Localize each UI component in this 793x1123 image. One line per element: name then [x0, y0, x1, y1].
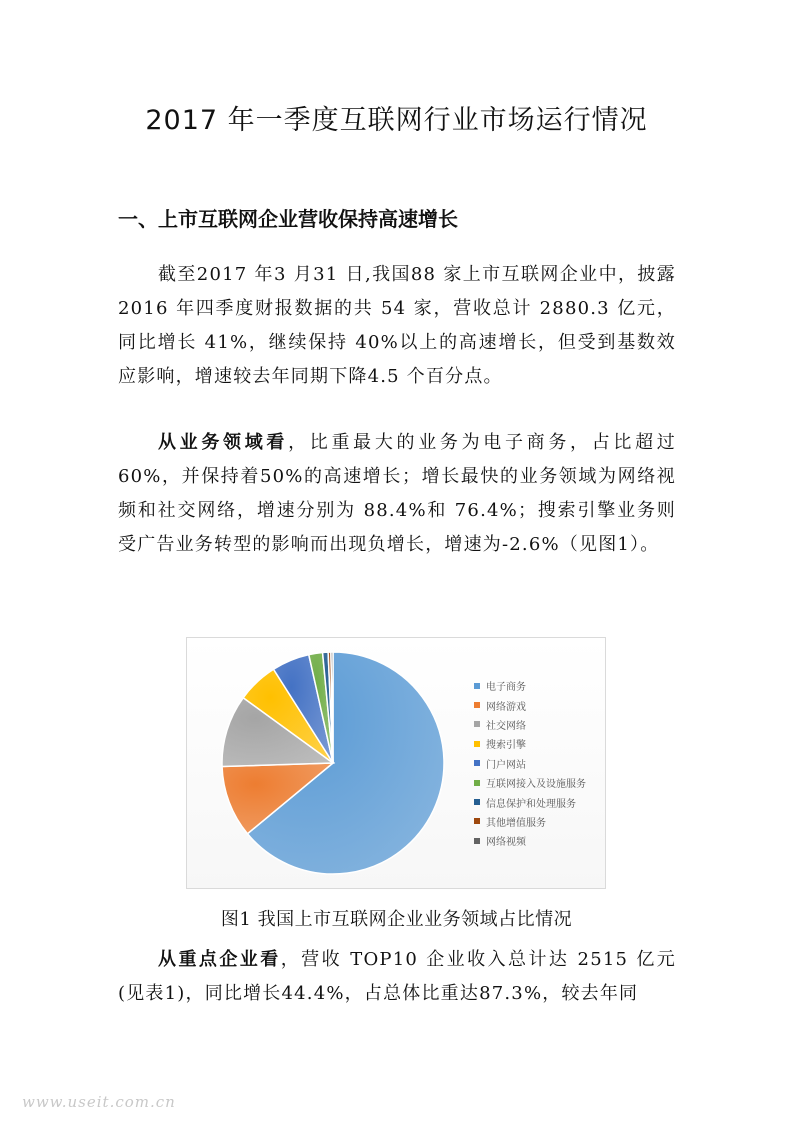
section-heading: 一、上市互联网企业营收保持高速增长 — [118, 207, 458, 231]
legend-swatch — [474, 721, 480, 727]
legend-item — [474, 676, 602, 695]
paragraph-1-text: 截至2017 年3 月31 日,我国88 家上市互联网企业中，披露 2016 年四季度财报数据的共 54 家，营收总计 2880.3 亿元，同比增长 41%，继续保持 40%以上的高速增长，但受到基数效应影响，增速较去年同期下降4.5 个百分点。 — [118, 264, 676, 387]
legend-swatch — [474, 683, 480, 689]
legend-swatch — [474, 818, 480, 824]
chart-legend — [474, 676, 602, 851]
legend-swatch — [474, 799, 480, 805]
legend-item — [474, 715, 602, 734]
legend-label: 门户网站 — [486, 759, 526, 771]
paragraph-1 — [118, 258, 676, 394]
legend-item — [474, 792, 602, 811]
legend-label: 网络视频 — [486, 837, 526, 849]
legend-swatch — [474, 780, 480, 786]
legend-swatch — [474, 760, 480, 766]
legend-label: 信息保护和处理服务 — [486, 798, 576, 810]
paragraph-2-lead: 从业务领域看 — [158, 432, 289, 453]
paragraph-2-text: ，比重最大的业务为电子商务，占比超过60%，并保持着50%的高速增长；增长最快的业务领域为网络视频和社交网络，增速分别为 88.4%和 76.4%；搜索引擎业务则受广告业务转型的影响而出现负增长，增速为-2.6%（见图1）。 — [118, 432, 676, 555]
legend-item — [474, 773, 602, 792]
legend-swatch — [474, 838, 480, 844]
legend-item — [474, 734, 602, 753]
legend-item — [474, 831, 602, 850]
legend-swatch — [474, 702, 480, 708]
watermark: www.useit.com.cn — [22, 1093, 176, 1111]
figure-caption: 图1 我国上市互联网企业业务领域占比情况 — [220, 909, 573, 930]
legend-swatch — [474, 741, 480, 747]
legend-label: 电子商务 — [486, 682, 526, 694]
legend-item — [474, 754, 602, 773]
paragraph-3-lead: 从重点企业看 — [158, 949, 281, 970]
legend-label: 网络游戏 — [486, 701, 526, 713]
paragraph-3-text: ，营收 TOP10 企业收入总计达 2515 亿元(见表1)，同比增长44.4%，占总体比重达87.3%，较去年同 — [118, 949, 676, 1004]
legend-item — [474, 695, 602, 714]
legend-label: 其他增值服务 — [486, 817, 546, 829]
legend-label: 社交网络 — [486, 720, 526, 732]
paragraph-3 — [118, 943, 676, 1011]
legend-item — [474, 812, 602, 831]
legend-label: 搜索引擎 — [486, 740, 526, 752]
paragraph-2 — [118, 426, 676, 562]
document-title: 2017 年一季度互联网行业市场运行情况 — [145, 105, 648, 136]
legend-label: 互联网接入及设施服务 — [486, 779, 586, 791]
